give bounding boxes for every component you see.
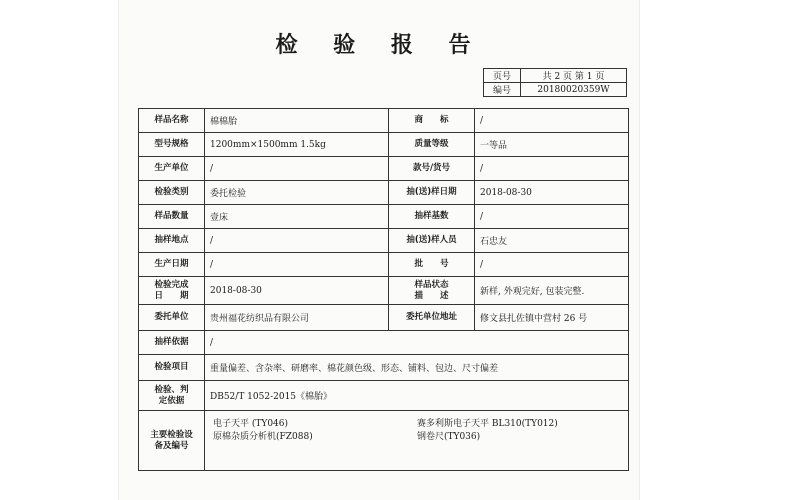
- field-value: 石忠友: [475, 229, 629, 253]
- field-value: 一等品: [475, 133, 629, 157]
- table-row: [139, 277, 629, 305]
- field-label: 抽(送)样日期: [389, 181, 475, 205]
- field-value: /: [205, 229, 389, 253]
- test-items-row: [139, 355, 629, 381]
- table-row: [139, 109, 629, 133]
- field-label: 抽(送)样人员: [389, 229, 475, 253]
- field-label: 委托单位: [139, 305, 205, 331]
- field-label: 主要检验设 备及编号: [139, 411, 205, 471]
- equipment-cell: [205, 411, 629, 471]
- field-label: 样品状态 描 述: [389, 277, 475, 305]
- report-number: 20180020359W: [521, 83, 627, 97]
- field-label: 样品名称: [139, 109, 205, 133]
- table-row: [139, 229, 629, 253]
- page-label: 页号: [484, 69, 521, 83]
- field-value: 棉棉胎: [205, 109, 389, 133]
- field-value: 2018-08-30: [475, 181, 629, 205]
- field-label: 质量等级: [389, 133, 475, 157]
- equipment-row: [139, 411, 629, 471]
- table-row: [139, 253, 629, 277]
- field-value: /: [475, 205, 629, 229]
- field-value: 重量偏差、含杂率、研磨率、棉花颜色级、形态、铺料、包边、尺寸偏差: [205, 355, 629, 381]
- field-label: 检验类别: [139, 181, 205, 205]
- table-row: [139, 133, 629, 157]
- table-row: [139, 181, 629, 205]
- field-value: /: [205, 157, 389, 181]
- field-label: 检验、判 定依据: [139, 381, 205, 411]
- field-value: /: [205, 331, 629, 355]
- field-label: 抽样依据: [139, 331, 205, 355]
- field-label: 检验完成 日 期: [139, 277, 205, 305]
- field-value: 贵州福花纺织品有限公司: [205, 305, 389, 331]
- judgement-basis-row: [139, 381, 629, 411]
- field-value: DB52/T 1052-2015《棉胎》: [205, 381, 629, 411]
- field-label: 型号规格: [139, 133, 205, 157]
- table-row: [139, 205, 629, 229]
- field-label: 生产单位: [139, 157, 205, 181]
- field-label: 批 号: [389, 253, 475, 277]
- report-title: 检 验 报 告: [275, 33, 485, 58]
- field-value: 2018-08-30: [205, 277, 389, 305]
- field-value: 委托检验: [205, 181, 389, 205]
- field-value: 修文县扎佐镇中营村 26 号: [475, 305, 629, 331]
- field-value: /: [475, 253, 629, 277]
- field-value: /: [205, 253, 389, 277]
- number-label: 编号: [484, 83, 521, 97]
- field-label: 商 标: [389, 109, 475, 133]
- field-label: 检验项目: [139, 355, 205, 381]
- page-value: 共 2 页 第 1 页: [521, 69, 627, 83]
- field-label: 样品数量: [139, 205, 205, 229]
- equipment-item: 钢卷尺(TY036): [417, 431, 481, 442]
- field-label: 款号/货号: [389, 157, 475, 181]
- field-label: 委托单位地址: [389, 305, 475, 331]
- report-table: [138, 108, 629, 471]
- field-label: 抽样基数: [389, 205, 475, 229]
- equipment-left: [213, 418, 313, 444]
- field-label: 生产日期: [139, 253, 205, 277]
- field-label: 抽样地点: [139, 229, 205, 253]
- page-info-table: [483, 68, 627, 97]
- table-row: [139, 305, 629, 331]
- field-value: /: [475, 157, 629, 181]
- equipment-item: 赛多利斯电子天平 BL310(TY012): [417, 418, 558, 429]
- equipment-right: [417, 418, 558, 444]
- equipment-item: 原棉杂质分析机(FZ088): [213, 431, 313, 442]
- equipment-item: 电子天平 (TY046): [213, 418, 289, 429]
- field-value: 新样, 外观完好, 包装完整.: [475, 277, 629, 305]
- sampling-basis-row: [139, 331, 629, 355]
- field-value: 1200mm×1500mm 1.5kg: [205, 133, 389, 157]
- field-value: 壹床: [205, 205, 389, 229]
- field-value: /: [475, 109, 629, 133]
- table-row: [139, 157, 629, 181]
